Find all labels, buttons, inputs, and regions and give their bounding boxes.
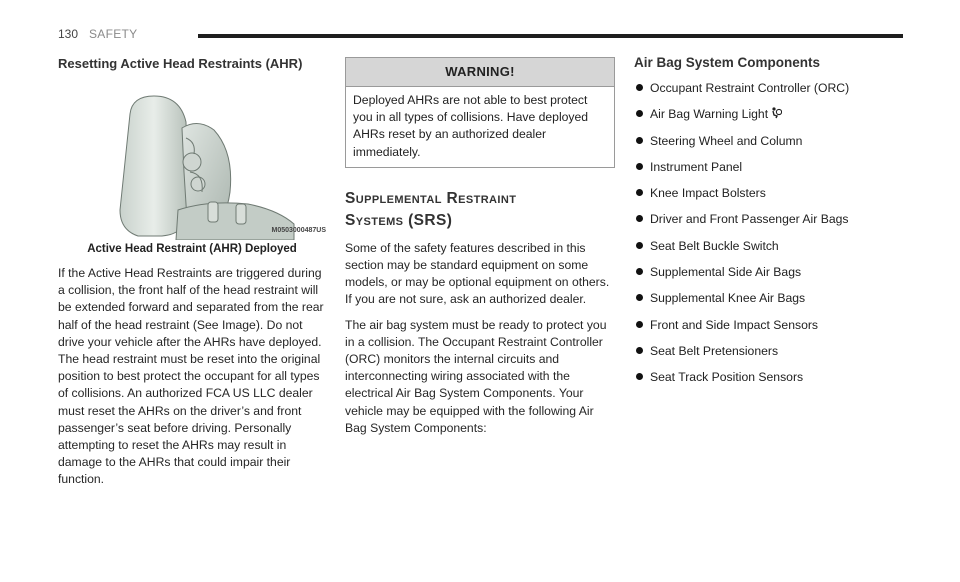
srs-heading-line1: Supplemental Restraint [345, 189, 517, 207]
section-title: SAFETY [89, 27, 138, 41]
airbag-warning-icon [771, 107, 782, 119]
list-item-label: Seat Track Position Sensors [650, 370, 804, 385]
list-item-label: Instrument Panel [650, 159, 743, 174]
warning-text: Deployed AHRs are not able to best protect you in all types of collisions. Have deployed AHRs reset by an authorized dealer immediately. [353, 93, 589, 159]
bullet-icon [636, 163, 643, 170]
list-item [634, 211, 904, 227]
srs-paragraph-1: Some of the safety features described in this section may be standard equipment on some models, or may be optional equipment on others. If you are not sure, ask an authorized dealer. [345, 240, 610, 307]
bullet-icon [636, 110, 643, 117]
list-item [634, 80, 904, 96]
list-item-label: Steering Wheel and Column [650, 133, 803, 148]
bullet-icon [636, 268, 643, 275]
list-item [634, 317, 904, 333]
bullet-icon [636, 189, 643, 196]
head-restraint-illustration [58, 92, 326, 240]
components-list [634, 80, 904, 385]
column-right [634, 54, 904, 396]
list-item [634, 238, 904, 254]
bullet-icon [636, 84, 643, 91]
list-item-label: Seat Belt Pretensioners [650, 343, 779, 358]
list-item-label: Seat Belt Buckle Switch [650, 238, 779, 253]
figure-caption: Active Head Restraint (AHR) Deployed [87, 243, 297, 255]
srs-paragraph-2: The air bag system must be ready to protect you in a collision. The Occupant Restraint Controller (ORC) monitors the internal circuits and interconnecting wiring associated with the electrical Air Bag System Components. Your vehicle may be equipped with the following Air Bag System Components: [345, 317, 607, 435]
bullet-icon [636, 137, 643, 144]
list-item [634, 369, 904, 385]
figure-code: M0503000487US [271, 227, 326, 234]
list-item-label: Driver and Front Passenger Air Bags [650, 212, 849, 227]
header-rule [198, 34, 903, 38]
list-item [634, 133, 904, 149]
page-number: 130 [58, 27, 79, 41]
warning-title: WARNING! [346, 58, 614, 87]
list-item [634, 185, 904, 201]
srs-heading [345, 188, 615, 232]
list-item-label: Knee Impact Bolsters [650, 186, 766, 201]
bullet-icon [636, 242, 643, 249]
list-item-label: Supplemental Knee Air Bags [650, 291, 806, 306]
list-item [634, 106, 904, 122]
list-item [634, 264, 904, 280]
list-item-label: Occupant Restraint Controller (ORC) [650, 81, 850, 95]
bullet-icon [636, 294, 643, 301]
bullet-icon [636, 373, 643, 380]
warning-box [345, 57, 615, 168]
list-item-label: Supplemental Side Air Bags [650, 265, 802, 280]
ahr-figure [58, 92, 326, 240]
bullet-icon [636, 347, 643, 354]
list-item [634, 343, 904, 359]
column-left [58, 56, 326, 489]
components-heading: Air Bag System Components [634, 55, 821, 70]
srs-heading-line2: Systems (SRS) [345, 211, 453, 229]
list-item [634, 290, 904, 306]
page-header [58, 27, 903, 43]
bullet-icon [636, 215, 643, 222]
list-item-label: Air Bag Warning Light [650, 107, 769, 122]
list-item-label: Front and Side Impact Sensors [650, 317, 819, 332]
ahr-heading: Resetting Active Head Restraints (AHR) [58, 56, 303, 71]
ahr-paragraph: If the Active Head Restraints are triggered during a collision, the front half of the head restraint will be extended forward and separated from the rear half of the head restraint (See Image). Do not drive your vehicle after the AHRs have deployed. The head restraint must be reset into the original position to best protect the occupant for all types of collisions. An authorized FCA US LLC dealer must reset the AHRs on the driver’s and front passenger’s seat before driving. Personally attempting to reset the AHRs may result in damage to the AHRs that could impair their function. [58, 266, 324, 487]
column-middle [345, 57, 615, 437]
list-item [634, 159, 904, 175]
bullet-icon [636, 321, 643, 328]
